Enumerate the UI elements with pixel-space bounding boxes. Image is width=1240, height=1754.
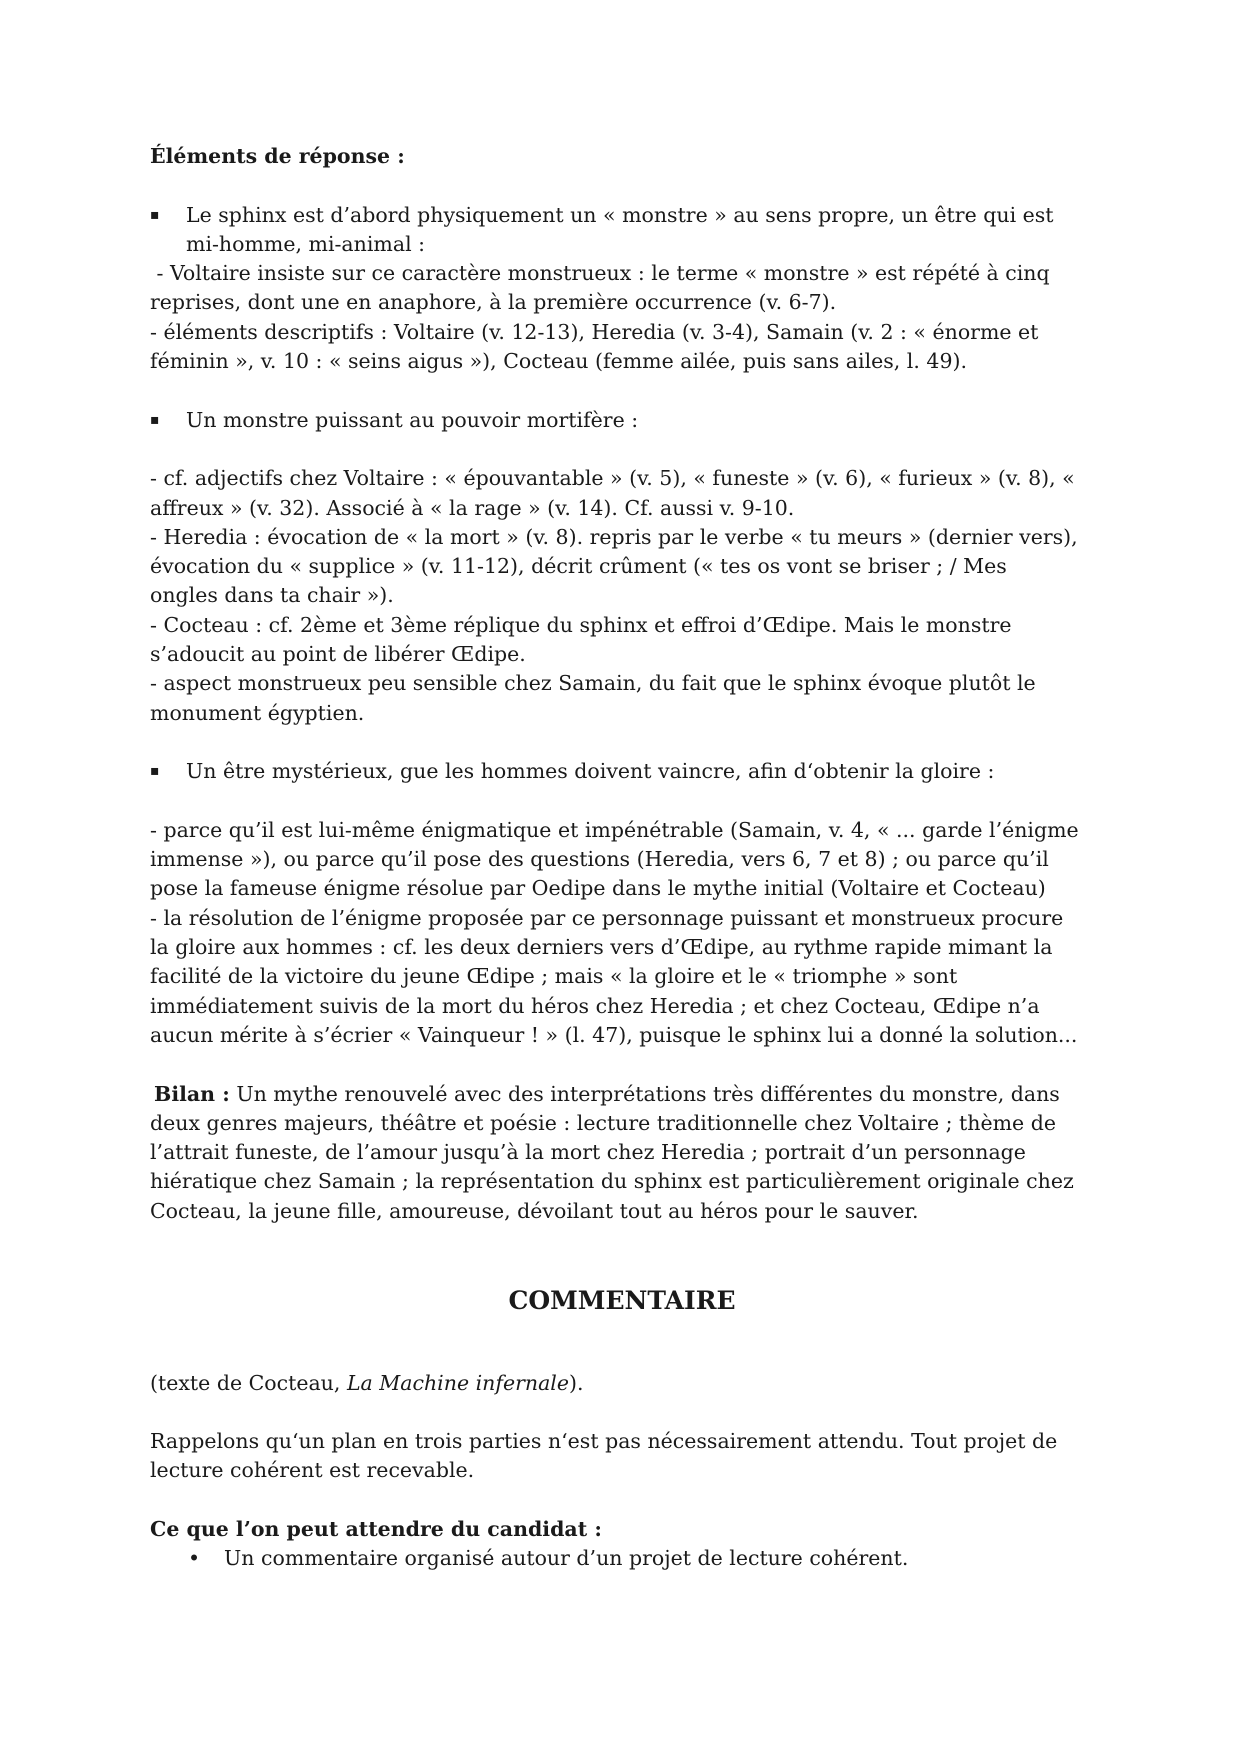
paragraph-line: l’attrait funeste, de l’amour jusqu’à la mort chez Heredia ; portrait d’un personnage: [150, 1140, 1026, 1165]
square-bullet-icon: ▪: [150, 763, 160, 780]
square-bullet-icon: ▪: [150, 411, 160, 428]
document-page: [150, 142, 1110, 1574]
paragraph-line: - aspect monstrueux peu sensible chez Samain, du fait que le sphinx évoque plutôt le: [150, 671, 1036, 696]
paragraph-line: - la résolution de l’énigme proposée par ce personnage puissant et monstrueux procure: [150, 905, 1064, 930]
expect-heading: Ce que l’on peut attendre du candidat :: [150, 1517, 602, 1542]
bullet-title-line: Le sphinx est d’abord physiquement un « monstre » au sens propre, un être qui est: [186, 202, 1054, 227]
paragraph-line: s’adoucit au point de libérer Œdipe.: [150, 642, 526, 667]
bullet-title-line: mi-homme, mi-animal :: [186, 231, 426, 256]
bilan-label: Bilan :: [154, 1081, 230, 1106]
paragraph-line: Cocteau, la jeune fille, amoureuse, dévoilant tout au héros pour le sauver.: [150, 1198, 919, 1223]
round-bullet-icon: •: [188, 1546, 201, 1571]
paragraph-line: - cf. adjectifs chez Voltaire : « épouvantable » (v. 5), « funeste » (v. 6), « furieux » (v. 8), «: [150, 466, 1075, 491]
paragraph-line: - parce qu’il est lui-même énigmatique et impénétrable (Samain, v. 4, « ... garde l’énigme: [150, 817, 1079, 842]
source-line: [150, 1369, 1110, 1398]
paragraph-line: évocation du « supplice » (v. 11-12), décrit crûment (« tes os vont se briser ; / Mes: [150, 554, 1007, 579]
bullet-title-line: Un être mystérieux, gue les hommes doivent vaincre, afin d‘obtenir la gloire :: [186, 759, 995, 784]
paragraph-line: monument égyptien.: [150, 700, 365, 725]
paragraph-line: hiératique chez Samain ; la représentation du sphinx est particulièrement originale chez: [150, 1169, 1074, 1194]
bilan-first-line: [154, 1080, 1110, 1109]
paragraph-line: - Heredia : évocation de « la mort » (v. 8). repris par le verbe « tu meurs » (dernier vers),: [150, 524, 1078, 549]
paragraph-line: immédiatement suivis de la mort du héros chez Heredia ; et chez Cocteau, Œdipe n’a: [150, 993, 1040, 1018]
commentaire-title: COMMENTAIRE: [508, 1285, 736, 1315]
paragraph-line: - Voltaire insiste sur ce caractère monstrueux : le terme « monstre » est répété à cinq: [150, 261, 1050, 286]
bullet-item: [150, 201, 1110, 260]
paragraph-line: immense »), ou parce qu’il pose des questions (Heredia, vers 6, 7 et 8) ; ou parce qu’il: [150, 847, 1049, 872]
square-bullet-icon: ▪: [150, 206, 160, 223]
bullet-title-line: Un monstre puissant au pouvoir mortifère :: [186, 407, 639, 432]
bilan-text: Un mythe renouvelé avec des interprétations très différentes du monstre, dans: [229, 1081, 1060, 1106]
paragraph-line: la gloire aux hommes : cf. les deux derniers vers d’Œdipe, au rythme rapide mimant la: [150, 935, 1053, 960]
list-item: [150, 1544, 1110, 1573]
paragraph-line: pose la fameuse énigme résolue par Oedipe dans le mythe initial (Voltaire et Cocteau): [150, 876, 1046, 901]
source-suffix: ).: [568, 1370, 584, 1395]
list-item-text: Un commentaire organisé autour d’un projet de lecture cohérent.: [224, 1546, 909, 1571]
paragraph-line: facilité de la victoire du jeune Œdipe ; mais « la gloire et le « triomphe » sont: [150, 964, 958, 989]
paragraph-line: aucun mérite à s’écrier « Vainqueur ! » (l. 47), puisque le sphinx lui a donné la solution...: [150, 1022, 1078, 1047]
paragraph-line: - Cocteau : cf. 2ème et 3ème réplique du sphinx et effroi d’Œdipe. Mais le monstre: [150, 612, 1012, 637]
section-heading: Éléments de réponse :: [150, 144, 405, 168]
bullet-item: [150, 757, 1110, 786]
paragraph-line: féminin », v. 10 : « seins aigus »), Cocteau (femme ailée, puis sans ailes, l. 49).: [150, 349, 967, 374]
paragraph-line: Rappelons qu‘un plan en trois parties n‘est pas nécessairement attendu. Tout projet de: [150, 1429, 1058, 1454]
bullet-item: [150, 406, 1110, 435]
source-title: La Machine infernale: [346, 1370, 569, 1395]
paragraph-line: deux genres majeurs, théâtre et poésie : lecture traditionnelle chez Voltaire ; thème de: [150, 1110, 1056, 1135]
paragraph-line: lecture cohérent est recevable.: [150, 1458, 475, 1483]
paragraph-line: ongles dans ta chair »).: [150, 583, 394, 608]
paragraph-line: - éléments descriptifs : Voltaire (v. 12-13), Heredia (v. 3-4), Samain (v. 2 : « énorme et: [150, 319, 1039, 344]
paragraph-line: affreux » (v. 32). Associé à « la rage » (v. 14). Cf. aussi v. 9-10.: [150, 495, 795, 520]
source-prefix: (texte de Cocteau,: [150, 1370, 347, 1395]
paragraph-line: reprises, dont une en anaphore, à la première occurrence (v. 6-7).: [150, 290, 837, 315]
